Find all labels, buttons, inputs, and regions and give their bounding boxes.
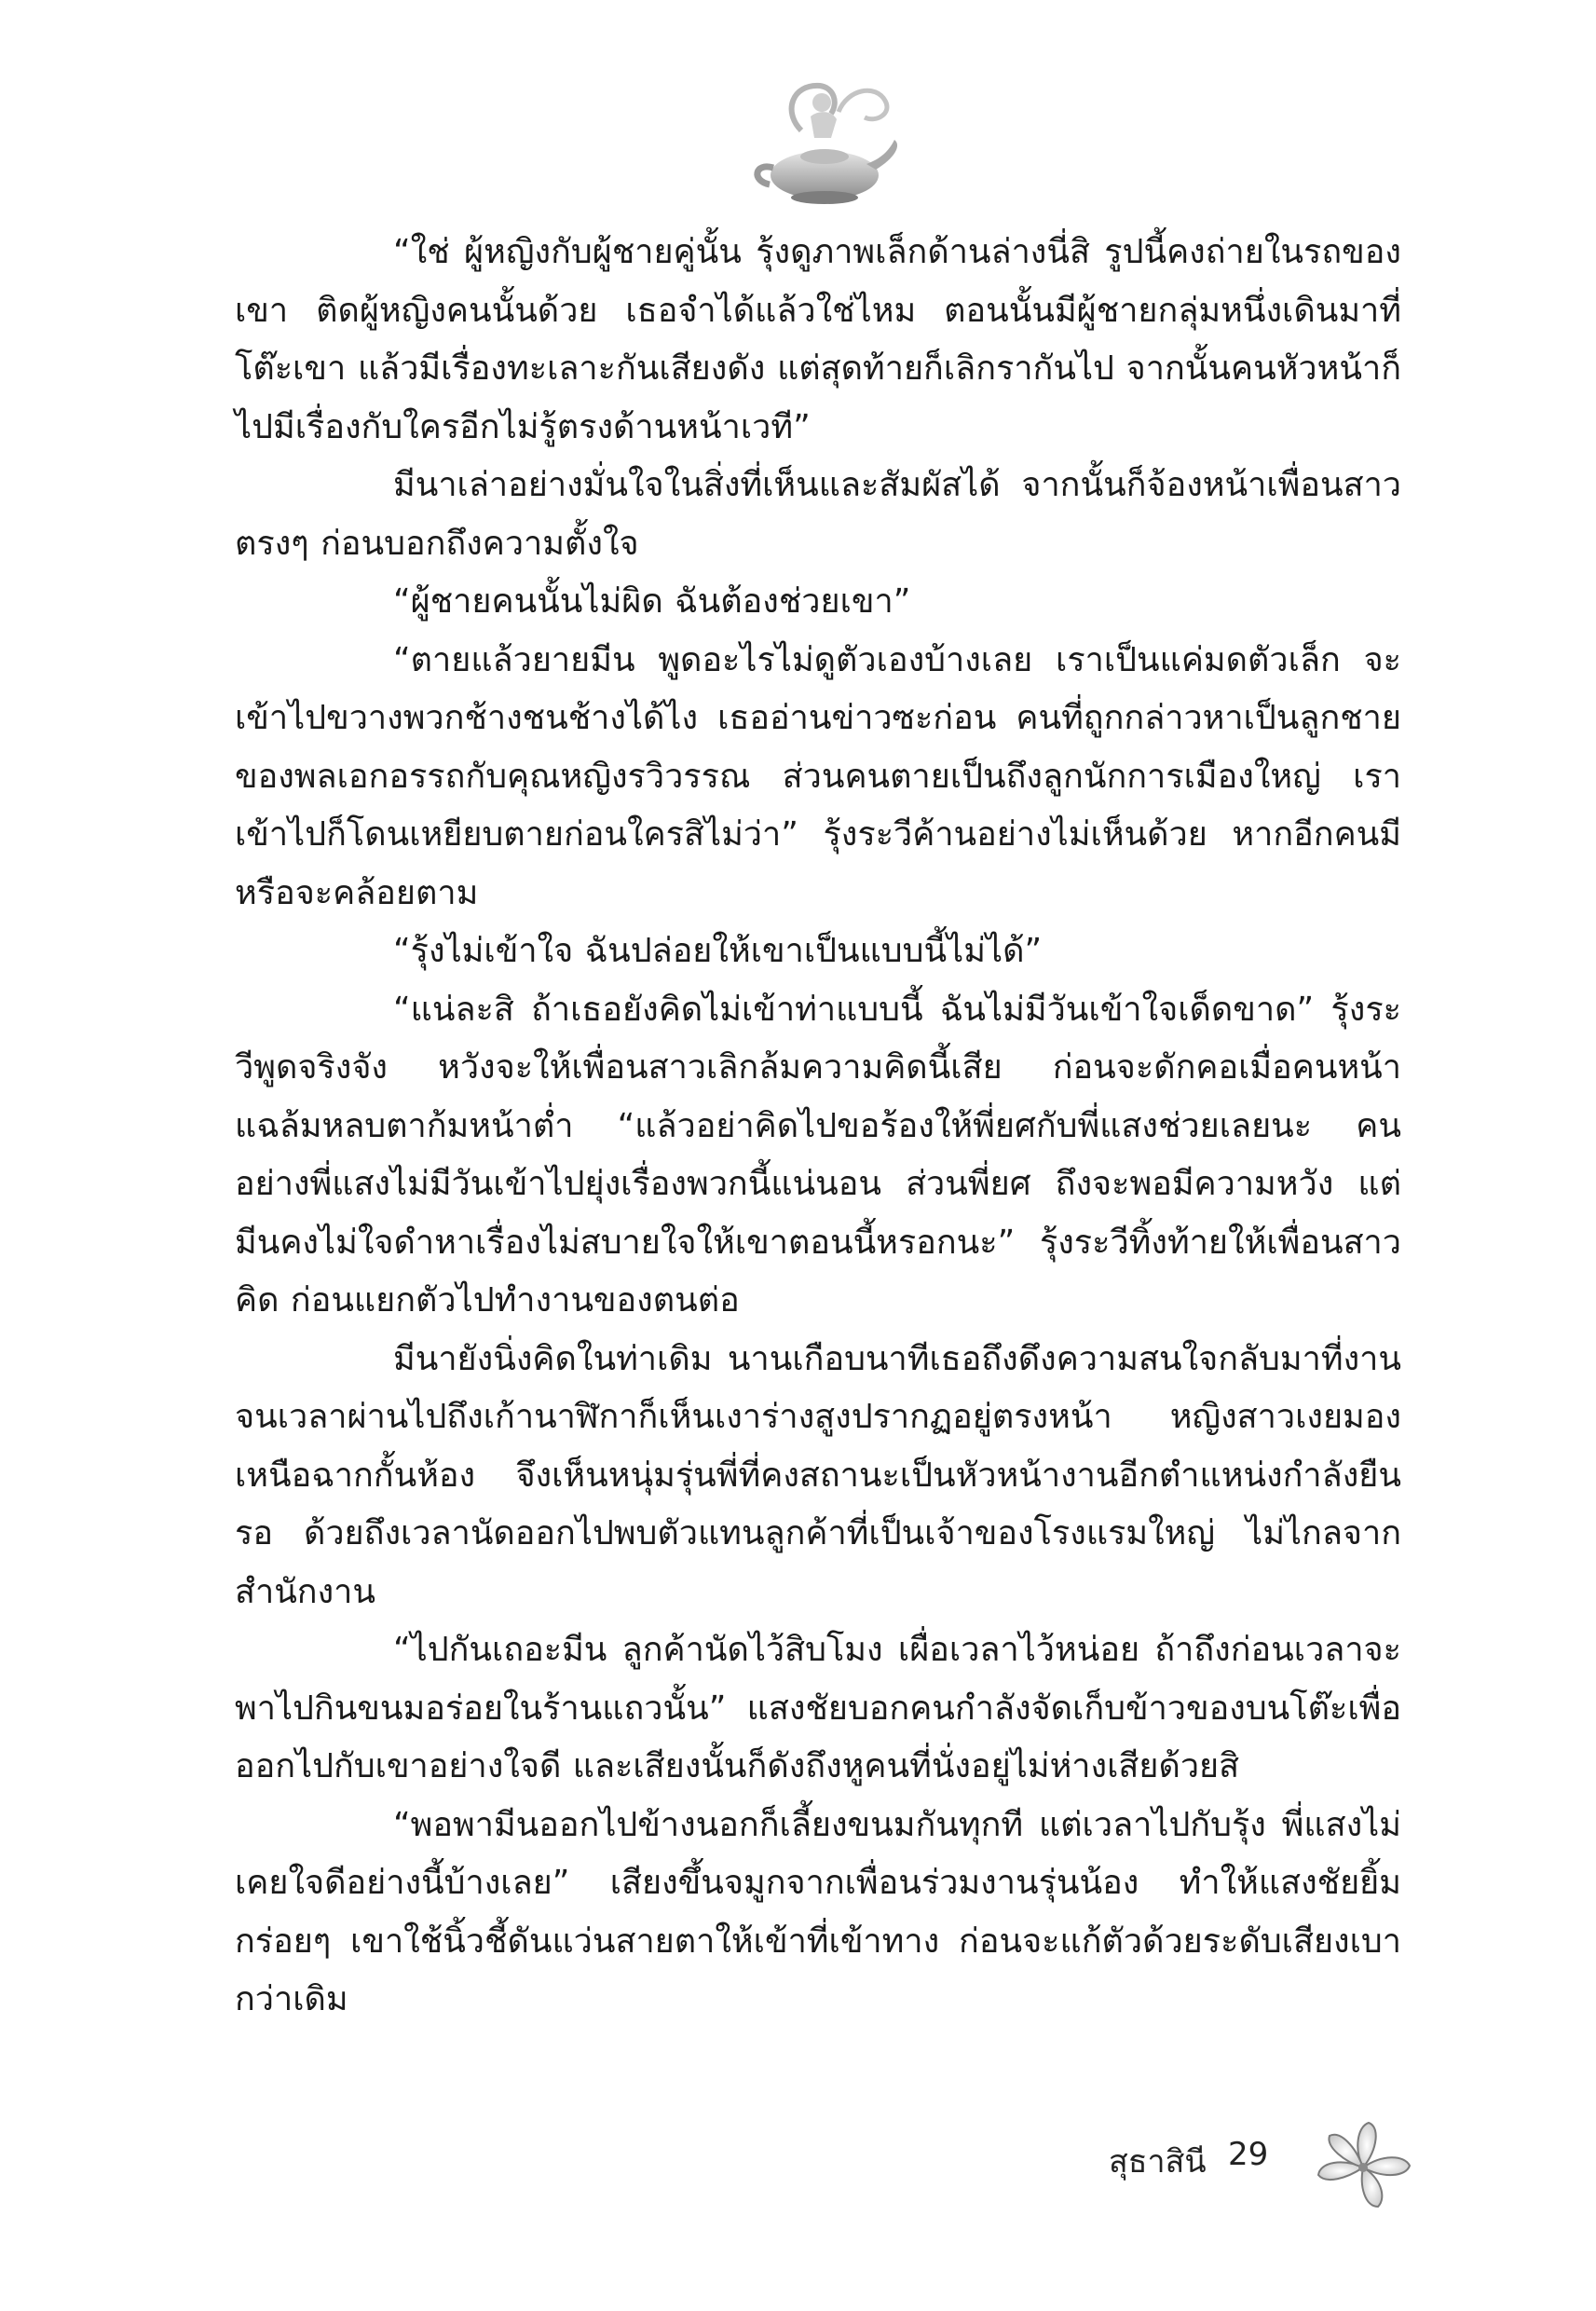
paragraph-9: “พอพามีนออกไปข้างนอกก็เลี้ยงขนมกันทุกที แต่เวลาไปกับรุ้ง พี่แสงไม่เคยใจดีอย่างนี้บ้างเลย” เสียงขึ้นจมูกจากเพื่อนร่วมงานรุ่นน้อง ทำให้แสงชัยยิ้มกร่อยๆ เขาใช้นิ้วชี้ดันแว่นสายตาให้เข้าที่เข้าทาง ก่อนจะแก้ตัวด้วยระดับเสียงเบากว่าเดิม bbox=[235, 1805, 1401, 2018]
body-text bbox=[235, 224, 1401, 2030]
paragraph-2: มีนาเล่าอย่างมั่นใจในสิ่งที่เห็นและสัมผัสได้ จากนั้นก็จ้องหน้าเพื่อนสาวตรงๆ ก่อนบอกถึงความตั้งใจ bbox=[235, 466, 1401, 563]
footer-book-title: สุธาสินี bbox=[1109, 2143, 1207, 2181]
flower-icon bbox=[1300, 2115, 1430, 2218]
page-footer bbox=[1081, 2115, 1435, 2218]
page-number: 29 bbox=[1228, 2136, 1269, 2173]
paragraph-4: “ตายแล้วยายมีน พูดอะไรไม่ดูตัวเองบ้างเลย เราเป็นแค่มดตัวเล็ก จะเข้าไปขวางพวกช้างชนช้างได้ไง เธออ่านข่าวซะก่อน คนที่ถูกกล่าวหาเป็นลูกชายของพลเอกอรรถกับคุณหญิงรวิวรรณ ส่วนคนตายเป็นถึงลูกนักการเมืองใหญ่ เราเข้าไปก็โดนเหยียบตายก่อนใครสิไม่ว่า” รุ้งระวีค้านอย่างไม่เห็นด้วย หากอีกคนมีหรือจะคล้อยตาม bbox=[235, 640, 1401, 912]
paragraph-3: “ผู้ชายคนนั้นไม่ผิด ฉันต้องช่วยเขา” bbox=[393, 582, 911, 621]
paragraph-8: “ไปกันเถอะมีน ลูกค้านัดไว้สิบโมง เผื่อเวลาไว้หน่อย ถ้าถึงก่อนเวลาจะพาไปกินขนมอร่อยในร้านแถวนั้น” แสงชัยบอกคนกำลังจัดเก็บข้าวของบนโต๊ะเพื่อออกไปกับเขาอย่างใจดี และเสียงนั้นก็ดังถึงหูคนที่นั่งอยู่ไม่ห่างเสียด้วยสิ bbox=[235, 1631, 1401, 1785]
cupid-teapot-ornament-icon bbox=[745, 65, 904, 214]
paragraph-1: “ใช่ ผู้หญิงกับผู้ชายคู่นั้น รุ้งดูภาพเล็กด้านล่างนี่สิ รูปนี้คงถ่ายในรถของเขา ติดผู้หญิงคนนั้นด้วย เธอจำได้แล้วใช่ไหม ตอนนั้นมีผู้ชายกลุ่มหนึ่งเดินมาที่โต๊ะเขา แล้วมีเรื่องทะเลาะกันเสียงดัง แต่สุดท้ายก็เลิกรากันไป จากนั้นคนหัวหน้าก็ไปมีเรื่องกับใครอีกไม่รู้ตรงด้านหน้าเวที” bbox=[235, 233, 1401, 446]
paragraph-6: “แน่ละสิ ถ้าเธอยังคิดไม่เข้าท่าแบบนี้ ฉันไม่มีวันเข้าใจเด็ดขาด” รุ้งระวีพูดจริงจัง หวังจะให้เพื่อนสาวเลิกล้มความคิดนี้เสีย ก่อนจะดักคอเมื่อคนหน้าแฉล้มหลบตาก้มหน้าต่ำ “แล้วอย่าคิดไปขอร้องให้พี่ยศกับพี่แสงช่วยเลยนะ คนอย่างพี่แสงไม่มีวันเข้าไปยุ่งเรื่องพวกนี้แน่นอน ส่วนพี่ยศ ถึงจะพอมีความหวัง แต่มีนคงไม่ใจดำหาเรื่องไม่สบายใจให้เขาตอนนี้หรอกนะ” รุ้งระวีทิ้งท้ายให้เพื่อนสาวคิด ก่อนแยกตัวไปทำงานของตนต่อ bbox=[235, 990, 1401, 1320]
paragraph-5: “รุ้งไม่เข้าใจ ฉันปล่อยให้เขาเป็นแบบนี้ไม่ได้” bbox=[393, 932, 1043, 970]
paragraph-7: มีนายังนิ่งคิดในท่าเดิม นานเกือบนาทีเธอถึงดึงความสนใจกลับมาที่งาน จนเวลาผ่านไปถึงเก้านาฬิกาก็เห็นเงาร่างสูงปรากฏอยู่ตรงหน้า หญิงสาวเงยมองเหนือฉากกั้นห้อง จึงเห็นหนุ่มรุ่นพี่ที่คงสถานะเป็นหัวหน้างานอีกตำแหน่งกำลังยืนรอ ด้วยถึงเวลานัดออกไปพบตัวแทนลูกค้าที่เป็นเจ้าของโรงแรมใหญ่ ไม่ไกลจากสำนักงาน bbox=[235, 1339, 1401, 1611]
